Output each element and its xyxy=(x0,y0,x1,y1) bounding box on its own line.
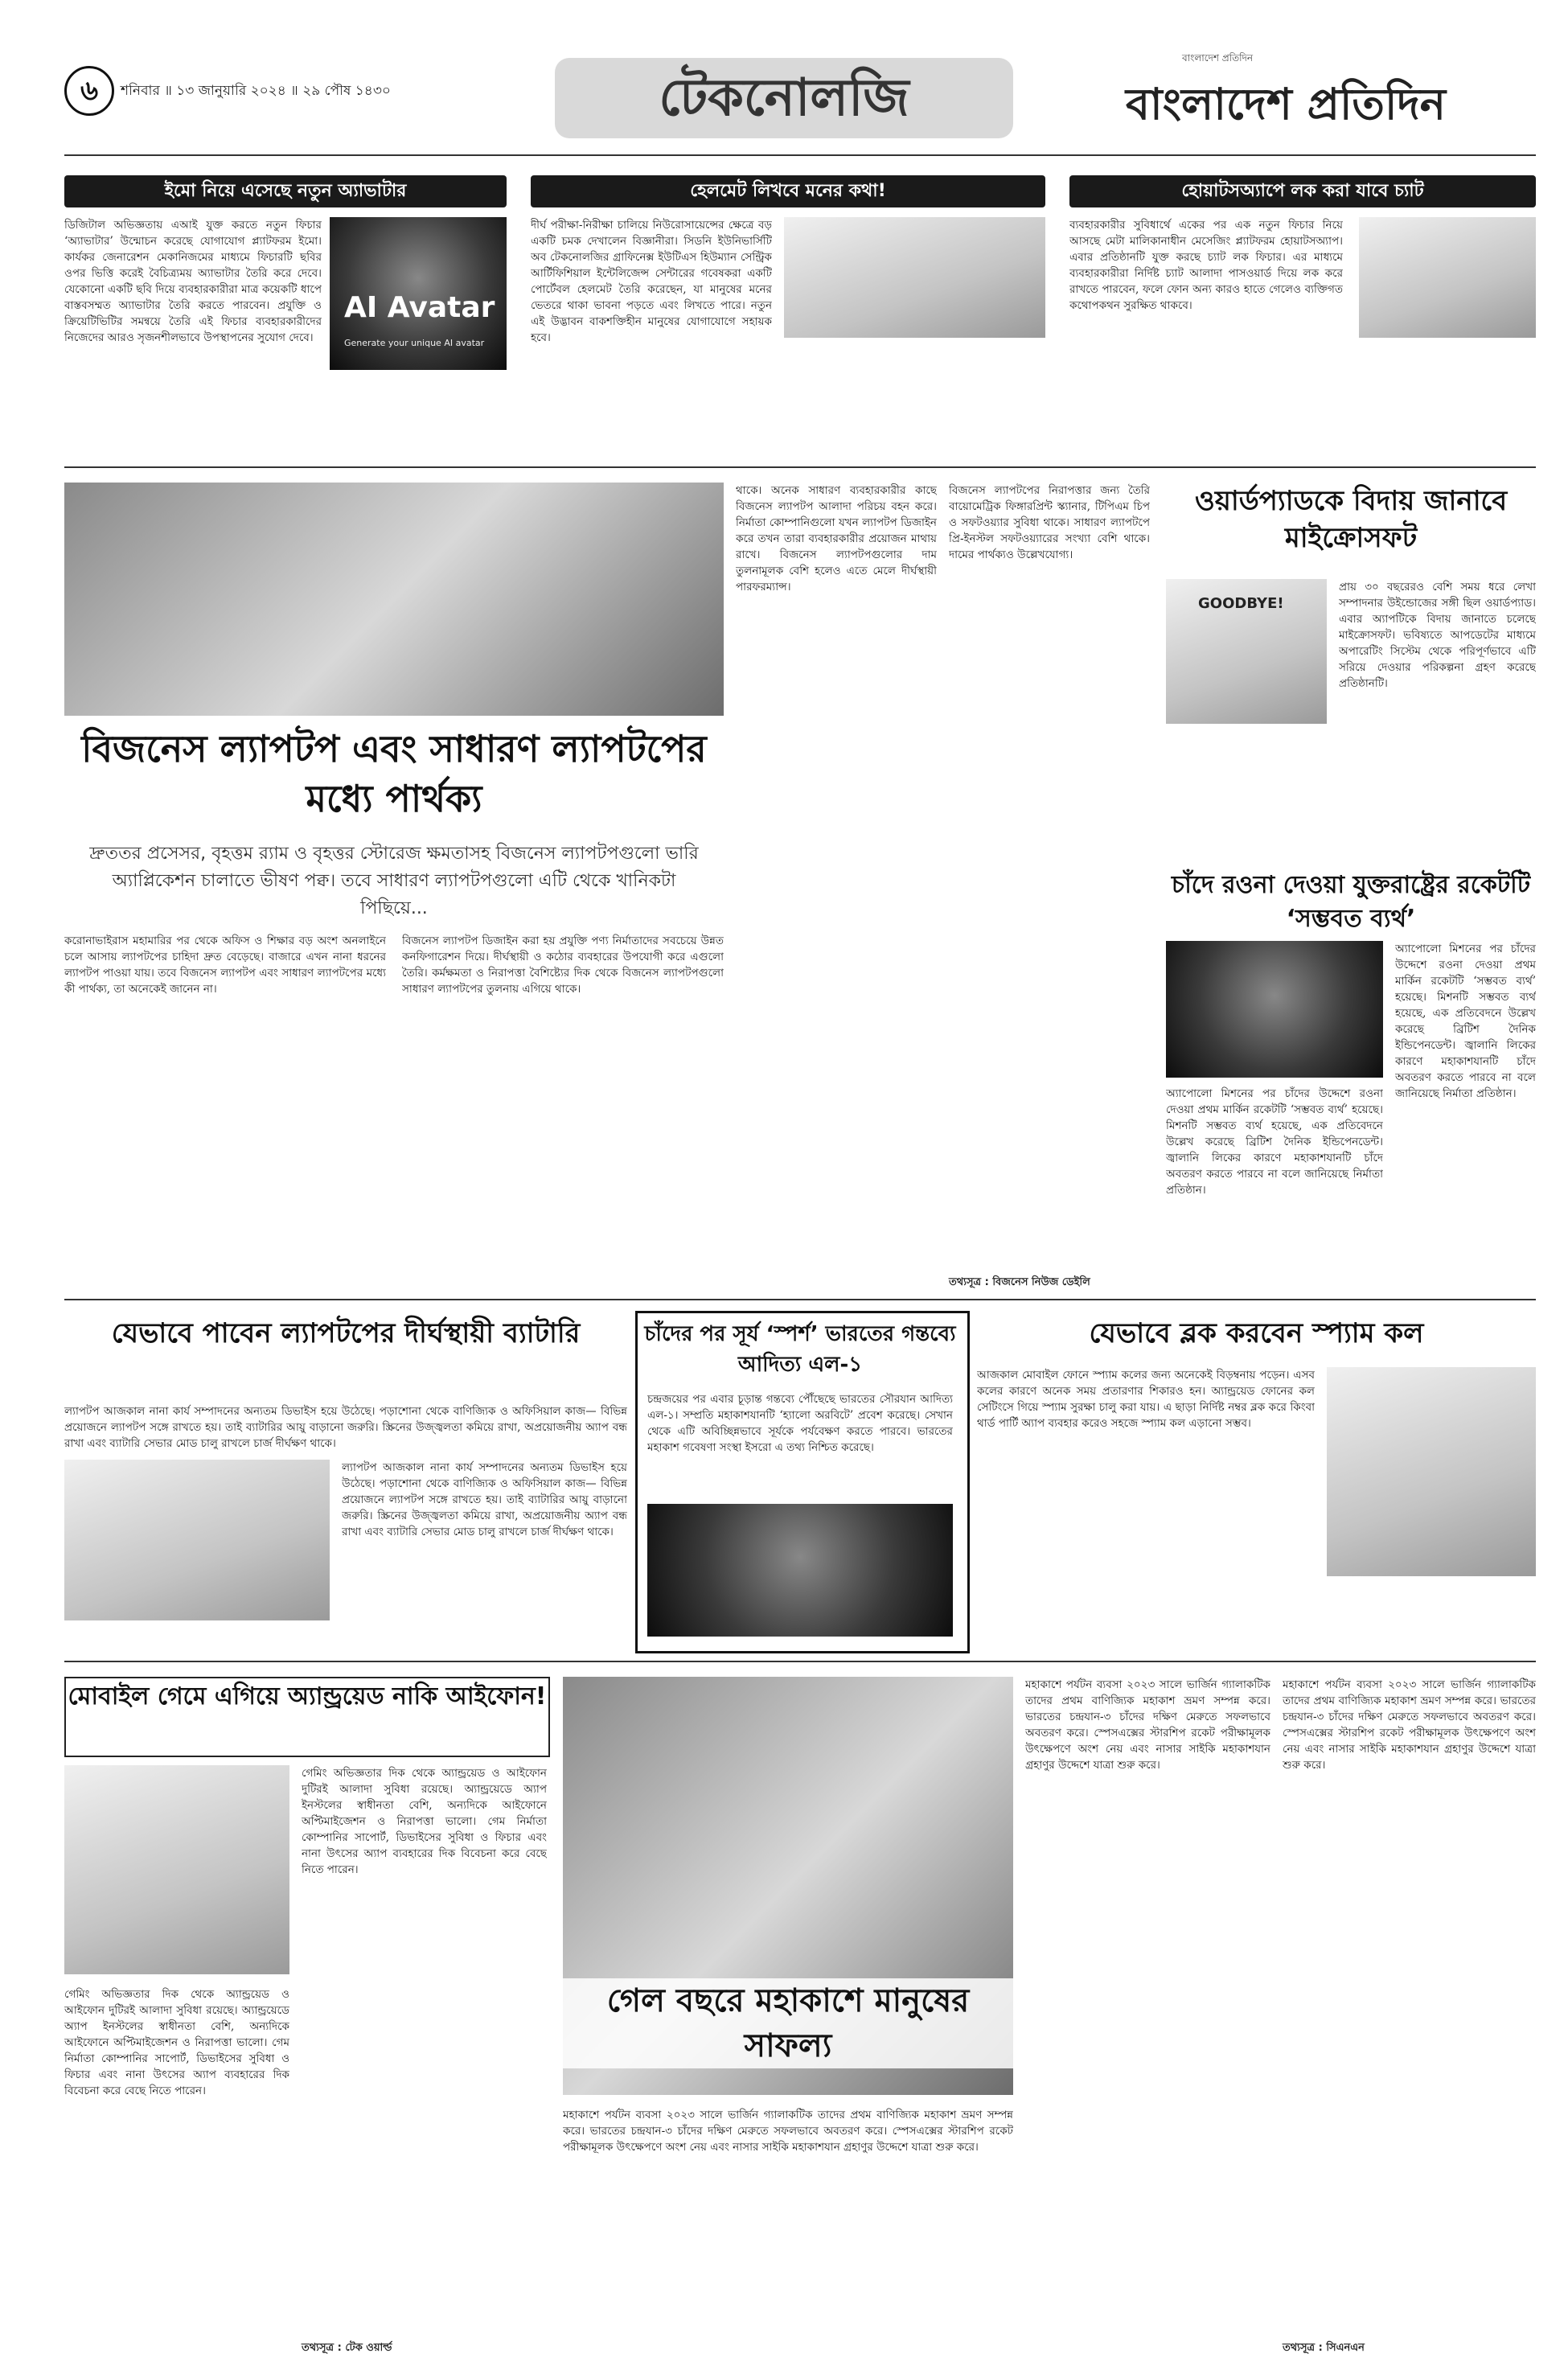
row1-rule xyxy=(64,466,1536,468)
laptop-body-col1: থাকে। অনেক সাধারণ ব্যবহারকারীর কাছে বিজনেস ল্যাপটপ আলাদা পরিচয় বহন করে। নির্মাতা কোম্পানিগুলো যখন ল্যাপটপ ডিজাইন করে তখন তারা ব্যবহারকারীর প্রয়োজন মাথায় রাখে। বিজনেস ল্যাপটপগুলোর দাম তুলনামূলক বেশি হলেও এতে মেলে দীর্ঘস্থায়ী পারফরম্যান্স। xyxy=(736,484,937,594)
moon-image xyxy=(1166,941,1383,1078)
ai-avatar-sub: Generate your unique AI avatar xyxy=(344,338,485,348)
laptop-subtitle: দ্রুততর প্রসেসর, বৃহত্তম র‍্যাম ও বৃহত্তর স্টোরেজ ক্ষমতাসহ বিজনেস ল্যাপটপগুলো ভারি অ্যাপ্লিকেশন চালাতে ভীষণ পক্ব। তবে সাধারণ ল্যাপটপগুলো এটি থেকে খানিকটা পিছিয়ে... xyxy=(89,844,699,918)
issue-date: শনিবার ॥ ১৩ জানুয়ারি ২০২৪ ॥ ২৯ পৌষ ১৪৩০ xyxy=(121,83,391,99)
phone-call-image xyxy=(1327,1367,1536,1576)
game-source: তথ্যসূত্র : টেক ওয়ার্ল্ড xyxy=(302,2342,392,2354)
game-body-right: গেমিং অভিজ্ঞতার দিক থেকে অ্যান্ড্রয়েড ও আইফোন দুটিরই আলাদা সুবিধা রয়েছে। অ্যান্ড্রয়েডে অ্যাপ ইনস্টলের স্বাধীনতা বেশি, অন্যদিকে আইফোনে অপ্টিমাইজেশন ও নিরাপত্তা ভালো। গেম নির্মাতা কোম্পানির সাপোর্ট, ডিভাইসের সুবিধা ও ফিচার এবং নানা উৎসের অ্যাপ ব্যবহারের দিক বিবেচনা করে বেছে নিতে পারেন। xyxy=(302,1767,547,1876)
battery-intro: ল্যাপটপ আজকাল নানা কার্য সম্পাদনের অন্যতম ডিভাইস হয়ে উঠেছে। পড়াশোনা থেকে বাণিজ্যিক ও অফিসিয়াল কাজ— বিভিন্ন প্রয়োজনে ল্যাপটপ সঙ্গে রাখতে হয়। তাই ব্যাটারির আয়ু বাড়ানো জরুরি। স্ক্রিনের উজ্জ্বলতা কমিয়ে রাখা, অপ্রয়োজনীয় অ্যাপ বন্ধ রাখা এবং ব্যাটারি সেভার মোড চালু রাখলে চার্জ দীর্ঘক্ষণ থাকে। xyxy=(64,1405,627,1450)
game-body-left: গেমিং অভিজ্ঞতার দিক থেকে অ্যান্ড্রয়েড ও আইফোন দুটিরই আলাদা সুবিধা রয়েছে। অ্যান্ড্রয়েডে অ্যাপ ইনস্টলের স্বাধীনতা বেশি, অন্যদিকে আইফোনে অপ্টিমাইজেশন ও নিরাপত্তা ভালো। গেম নির্মাতা কোম্পানির সাপোর্ট, ডিভাইসের সুবিধা ও ফিচার এবং নানা উৎসের অ্যাপ ব্যবহারের দিক বিবেচনা করে বেছে নিতে পারেন। xyxy=(64,1988,289,2097)
row2-rule xyxy=(64,1299,1536,1300)
battery-title: যেভাবে পাবেন ল্যাপটপের দীর্ঘস্থায়ী ব্যাটারি xyxy=(111,1317,581,1349)
wordpad-body: প্রায় ৩০ বছরেরও বেশি সময় ধরে লেখা সম্পাদনার উইন্ডোজের সঙ্গী ছিল ওয়ার্ডপ্যাড। এবার অ্যাপটিকে বিদায় জানাতে চলেছে মাইক্রোসফট। ভবিষ্যতে আপডেটের মাধ্যমে অপারেটিং সিস্টেম থেকে পরিপূর্ণভাবে এটি সরিয়ে দেওয়ার পরিকল্পনা গ্রহণ করেছে প্রতিষ্ঠানটি। xyxy=(1339,581,1536,690)
sun-body: চন্দ্রজয়ের পর এবার চূড়ান্ত গন্তব্যে পৌঁছেছে ভারতের সৌরযান আদিত্য এল-১। সম্প্রতি মহাকাশযানটি ‘হ্যালো অরবিটে’ প্রবেশ করেছে। সেখান থেকে এটি অবিচ্ছিন্নভাবে সূর্যকে পর্যবেক্ষণ করতে পারবে। ভারতের মহাকাশ গবেষণা সংস্থা ইসরো এ তথ্য নিশ্চিত করেছে। xyxy=(647,1393,953,1454)
article-imo-heading: ইমো নিয়ে এসেছে নতুন অ্যাভাটার xyxy=(64,175,507,207)
article-whatsapp-heading: হোয়াটসঅ্যাপে লক করা যাবে চ্যাট xyxy=(1069,175,1536,207)
laptop-source: তথ্যসূত্র : বিজনেস নিউজ ডেইলি xyxy=(949,1276,1090,1288)
brand-tagline: বাংলাদেশ প্রতিদিন xyxy=(1182,52,1254,64)
goodbye-label: GOODBYE! xyxy=(1198,595,1284,612)
space-body-left: মহাকাশে পর্যটন ব্যবসা ২০২৩ সালে ভার্জিন গ্যালাকটিক তাদের প্রথম বাণিজ্যিক মহাকাশ ভ্রমণ সম্পন্ন করে। ভারতের চন্দ্রযান-৩ চাঁদের দক্ষিণ মেরুতে সফলভাবে অবতরণ করে। স্পেসএক্সের স্টারশিপ রকেট পরীক্ষামূলক উৎক্ষেপণে অংশ নেয় এবং নাসার সাইকি মহাকাশযান গ্রহাণুর উদ্দেশে যাত্রা শুরু করে। xyxy=(563,2109,1013,2154)
article-whatsapp-body: ব্যবহারকারীর সুবিধার্থে একের পর এক নতুন ফিচার নিয়ে আসছে মেটা মালিকানাধীন মেসেজিং প্ল্যাটফরম হোয়াটসঅ্যাপ। এবার প্রতিষ্ঠানটি যুক্ত করছে চ্যাট লক ফিচার। এর মাধ্যমে ব্যবহারকারীরা নির্দিষ্ট চ্যাট আলাদা পাসওয়ার্ড দিয়ে লক করে রাখতে পারবেন, ফলে ফোন অন্য কারও হাতে গেলেও ব্যক্তিগত কথোপকথন সুরক্ষিত থাকবে। xyxy=(1069,219,1343,312)
section-title: টেকনোলজি xyxy=(555,58,1013,138)
laptop-keyboard-image xyxy=(64,1460,330,1620)
ai-avatar-label: AI Avatar xyxy=(344,291,495,324)
game-image xyxy=(64,1765,289,1974)
laptop-image xyxy=(64,483,724,716)
space-body-right: মহাকাশে পর্যটন ব্যবসা ২০২৩ সালে ভার্জিন গ্যালাকটিক তাদের প্রথম বাণিজ্যিক মহাকাশ ভ্রমণ সম্পন্ন করে। ভারতের চন্দ্রযান-৩ চাঁদের দক্ষিণ মেরুতে সফলভাবে অবতরণ করে। স্পেসএক্সের স্টারশিপ রকেট পরীক্ষামূলক উৎক্ষেপণে অংশ নেয় এবং নাসার সাইকি মহাকাশযান গ্রহাণুর উদ্দেশে যাত্রা শুরু করে। xyxy=(1283,1678,1536,1772)
spam-title: যেভাবে ব্লক করবেন স্প্যাম কল xyxy=(1089,1317,1424,1349)
sun-image xyxy=(647,1504,953,1637)
moon-body-cont: অ্যাপোলো মিশনের পর চাঁদের উদ্দেশে রওনা দেওয়া প্রথম মার্কিন রকেটটি ‘সম্ভবত ব্যর্থ’ হয়েছে। মিশনটি সম্ভবত ব্যর্থ হয়েছে, এক প্রতিবেদনে উল্লেখ করেছে ব্রিটিশ দৈনিক ইন্ডিপেনডেন্ট। জ্বালানি লিকের কারণে মহাকাশযানটি চাঁদে অবতরণ করতে পারবে না বলে জানিয়েছে নির্মাতা প্রতিষ্ঠান। xyxy=(1395,943,1536,1100)
phone-lock-image xyxy=(1359,217,1536,338)
moon-body: অ্যাপোলো মিশনের পর চাঁদের উদ্দেশে রওনা দেওয়া প্রথম মার্কিন রকেটটি ‘সম্ভবত ব্যর্থ’ হয়েছে। মিশনটি সম্ভবত ব্যর্থ হয়েছে, এক প্রতিবেদনে উল্লেখ করেছে ব্রিটিশ দৈনিক ইন্ডিপেনডেন্ট। জ্বালানি লিকের কারণে মহাকাশযানটি চাঁদে অবতরণ করতে পারবে না বলে জানিয়েছে নির্মাতা প্রতিষ্ঠান। xyxy=(1166,1087,1383,1197)
article-imo-body: ডিজিটাল অভিজ্ঞতায় এআই যুক্ত করতে নতুন ফিচার ‘অ্যাভাটার’ উন্মোচন করেছে যোগাযোগ প্ল্যাটফরম ইমো। কার্যকর জেনারেশন মেকানিজমের মাধ্যমে ফিচারটি ছবির ওপর ভিত্তি করেই বৈচিত্র্যময় অ্যাভাটার তৈরি করে দেবে। যেকোনো একটি ছবি দিয়ে ব্যবহারকারীরা মাত্র কয়েকটি ধাপে বাস্তবসম্মত অ্যাভাটার তৈরি করতে পারবেন। প্রযুক্তি ও ক্রিয়েটিভিটির সমন্বয়ে তৈরি এই ফিচার ব্যবহারকারীদের নিজেদের আরও সৃজনশীলভাবে উপস্থাপনের সুযোগ দেবে। xyxy=(64,219,322,344)
ai-avatar-image xyxy=(330,217,507,370)
space-source: তথ্যসূত্র : সিএনএন xyxy=(1283,2342,1365,2354)
article-helmet-heading: হেলমেট লিখবে মনের কথা! xyxy=(531,175,1045,207)
spam-body: আজকাল মোবাইল ফোনে স্প্যাম কলের জন্য অনেকেই বিড়ম্বনায় পড়েন। এসব কলের কারণে অনেক সময় প্রতারণার শিকারও হন। অ্যান্ড্রয়েড ফোনের কল সেটিংসে গিয়ে স্প্যাম সুরক্ষা চালু করা যায়। এ ছাড়া নির্দিষ্ট নম্বর ব্লক করে কিংবা থার্ড পার্টি অ্যাপ ব্যবহার করেও সহজে স্প্যাম কল এড়ানো সম্ভব। xyxy=(977,1369,1315,1430)
laptop-body-col2: বিজনেস ল্যাপটপের নিরাপত্তার জন্য তৈরি বায়োমেট্রিক ফিঙ্গারপ্রিন্ট স্ক্যানার, টিপিএম চিপ ও সফটওয়্যার সুবিধা থাকে। সাধারণ ল্যাপটপে প্রি-ইনস্টল সফটওয়্যারের সংখ্যা বেশি থাকে। দামের পার্থক্যও উল্লেখযোগ্য। xyxy=(949,484,1150,561)
goodbye-image xyxy=(1166,579,1327,724)
masthead-rule xyxy=(64,154,1536,156)
game-title: মোবাইল গেমে এগিয়ে অ্যান্ড্রয়েড নাকি আইফোন! xyxy=(64,1677,550,1757)
page-number: ৬ xyxy=(64,66,114,116)
row3-rule xyxy=(64,1661,1536,1662)
space-title: গেল বছরে মহাকাশে মানুষের সাফল্য xyxy=(563,1978,1013,2068)
moon-title: চাঁদে রওনা দেওয়া যুক্তরাষ্ট্রের রকেটটি ‘সম্ভবত ব্যর্থ’ xyxy=(1171,871,1531,933)
laptop-title: বিজনেস ল্যাপটপ এবং সাধারণ ল্যাপটপের মধ্যে পার্থক্য xyxy=(81,727,707,820)
sun-title: চাঁদের পর সূর্য ‘স্পর্শ’ ভারতের গন্তব্যে আদিত্য এল-১ xyxy=(644,1322,956,1377)
battery-body: ল্যাপটপ আজকাল নানা কার্য সম্পাদনের অন্যতম ডিভাইস হয়ে উঠেছে। পড়াশোনা থেকে বাণিজ্যিক ও অফিসিয়াল কাজ— বিভিন্ন প্রয়োজনে ল্যাপটপ সঙ্গে রাখতে হয়। তাই ব্যাটারির আয়ু বাড়ানো জরুরি। স্ক্রিনের উজ্জ্বলতা কমিয়ে রাখা, অপ্রয়োজনীয় অ্যাপ বন্ধ রাখা এবং ব্যাটারি সেভার মোড চালু রাখলে চার্জ দীর্ঘক্ষণ থাকে। xyxy=(342,1461,627,1538)
laptop-body-mid: বিজনেস ল্যাপটপ ডিজাইন করা হয় প্রযুক্তি পণ্য নির্মাতাদের সবচেয়ে উন্নত কনফিগারেশন দিয়ে। দীর্ঘস্থায়ী ও কঠোর ব্যবহারের উপযোগী করে এগুলো তৈরি। কর্মক্ষমতা ও নিরাপত্তা বৈশিষ্ট্যের দিক থেকে বিজনেস ল্যাপটপগুলো সাধারণ ল্যাপটপের তুলনায় এগিয়ে থাকে। xyxy=(402,934,724,996)
helmet-image xyxy=(784,217,1045,338)
laptop-body-left: করোনাভাইরাস মহামারির পর থেকে অফিস ও শিক্ষার বড় অংশ অনলাইনে চলে আসায় ল্যাপটপের চাহিদা দ্রুত বেড়েছে। বাজারে এখন নানা ধরনের ল্যাপটপ পাওয়া যায়। তবে বিজনেস ল্যাপটপ এবং সাধারণ ল্যাপটপের মধ্যে কী পার্থক্য, তা অনেকেই জানেন না। xyxy=(64,934,386,996)
brand-logo: বাংলাদেশ প্রতিদিন xyxy=(1126,78,1446,129)
article-helmet-body: দীর্ঘ পরীক্ষা-নিরীক্ষা চালিয়ে নিউরোসায়েন্সের ক্ষেত্রে বড় একটি চমক দেখালেন বিজ্ঞানীরা। সিডনি ইউনিভার্সিটি অব টেকনোলজির গ্রাফিনেক্স ইউটিএস হিউম্যান সেন্ট্রিক আর্টিফিশিয়াল ইন্টেলিজেন্স সেন্টারের গবেষকরা একটি পোর্টেবল হেলমেট তৈরি করেছেন, যা মানুষের মনের ভেতরে থাকা ভাবনা পড়তে এবং লিখতে পারে। নতুন এই উদ্ভাবন বাকশক্তিহীন মানুষের যোগাযোগে সহায়ক হবে। xyxy=(531,219,772,344)
space-body-mid: মহাকাশে পর্যটন ব্যবসা ২০২৩ সালে ভার্জিন গ্যালাকটিক তাদের প্রথম বাণিজ্যিক মহাকাশ ভ্রমণ সম্পন্ন করে। ভারতের চন্দ্রযান-৩ চাঁদের দক্ষিণ মেরুতে সফলভাবে অবতরণ করে। স্পেসএক্সের স্টারশিপ রকেট পরীক্ষামূলক উৎক্ষেপণে অংশ নেয় এবং নাসার সাইকি মহাকাশযান গ্রহাণুর উদ্দেশে যাত্রা শুরু করে। xyxy=(1025,1678,1270,1772)
wordpad-title: ওয়ার্ডপ্যাডকে বিদায় জানাবে মাইক্রোসফট xyxy=(1194,485,1508,554)
